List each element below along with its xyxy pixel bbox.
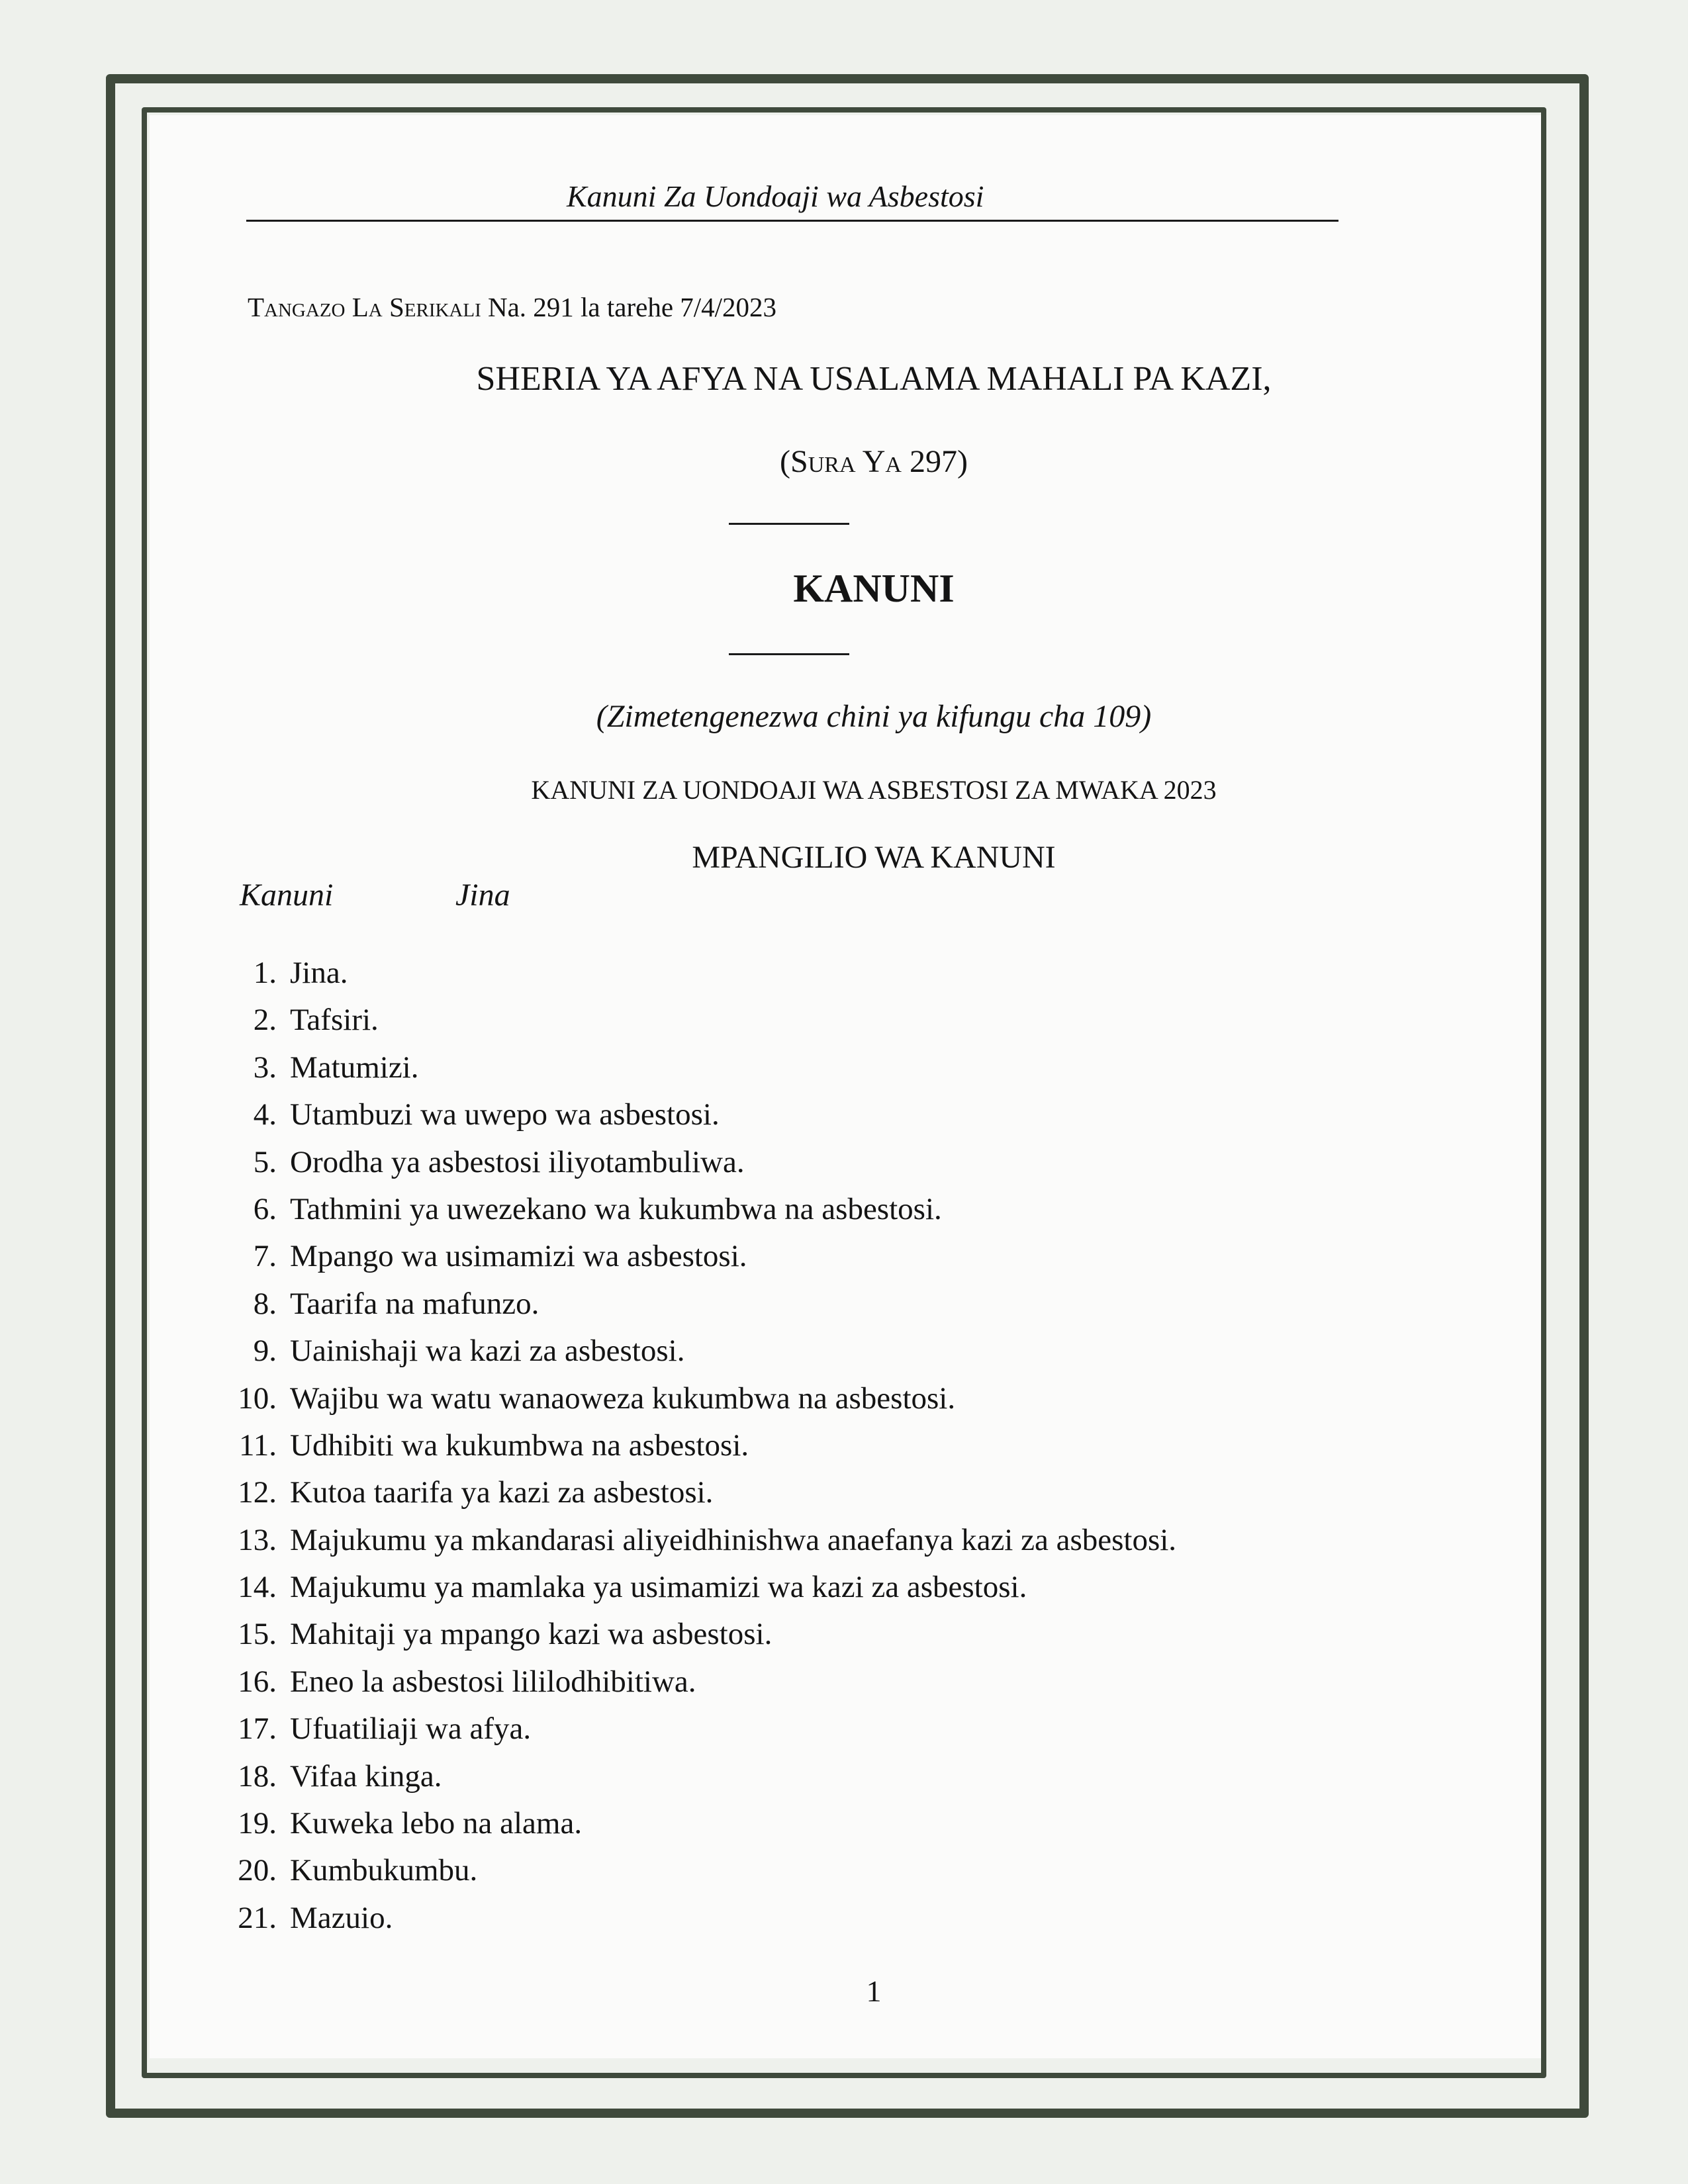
item-number: 21. [238, 1900, 277, 1935]
chapter-reference [0, 443, 1688, 480]
item-title: Tathmini ya uwezekano wa kukumbwa na asbestosi. [290, 1191, 942, 1226]
list-item [228, 1283, 1176, 1330]
item-number: 9. [253, 1334, 277, 1369]
item-number: 19. [238, 1806, 277, 1841]
item-number: 14. [238, 1570, 277, 1605]
item-title: Majukumu ya mamlaka ya usimamizi wa kazi za asbestosi. [290, 1570, 1027, 1605]
list-item [228, 1377, 1176, 1424]
list-item [228, 1424, 1176, 1471]
gazette-label: Tangazo La Serikali [248, 292, 481, 322]
list-item [228, 1093, 1176, 1140]
item-number: 16. [238, 1664, 277, 1699]
regulations-list [228, 952, 1176, 1944]
item-title: Orodha ya asbestosi iliyotambuliwa. [290, 1144, 745, 1179]
list-item [228, 1188, 1176, 1235]
item-title: Kuweka lebo na alama. [290, 1806, 583, 1841]
list-item [228, 1707, 1176, 1754]
regulations-title: KANUNI ZA UONDOAJI WA ASBESTOSI ZA MWAKA 2023 [531, 775, 1217, 805]
running-header: Kanuni Za Uondoaji wa Asbestosi [567, 179, 984, 213]
item-title: Taarifa na mafunzo. [290, 1286, 539, 1321]
item-number: 17. [238, 1711, 277, 1747]
list-item [228, 1661, 1176, 1707]
item-number: 2. [253, 1003, 277, 1038]
item-number: 12. [238, 1475, 277, 1510]
item-number: 3. [253, 1050, 277, 1085]
item-number: 20. [238, 1853, 277, 1888]
list-item [228, 1755, 1176, 1802]
arrangement-heading: MPANGILIO WA KANUNI [692, 840, 1056, 875]
column-header-title: Jina [455, 878, 510, 913]
item-number: 5. [253, 1144, 277, 1179]
enabling-provision: (Zimetengenezwa chini ya kifungu cha 109) [596, 699, 1152, 734]
list-item [228, 1235, 1176, 1282]
list-item [228, 1471, 1176, 1518]
item-title: Uainishaji wa kazi za asbestosi. [290, 1334, 685, 1369]
main-title: KANUNI [793, 567, 955, 610]
list-item [228, 1613, 1176, 1660]
item-title: Majukumu ya mkandarasi aliyeidhinishwa anaefanya kazi za asbestosi. [290, 1522, 1177, 1557]
item-title: Eneo la asbestosi lililodhibitiwa. [290, 1664, 696, 1699]
list-item [228, 1330, 1176, 1377]
list-item [228, 1897, 1176, 1944]
item-number: 1. [253, 956, 277, 990]
gazette-number: Na. 291 la tarehe 7/4/2023 [487, 292, 777, 322]
item-title: Matumizi. [290, 1050, 419, 1085]
item-number: 18. [238, 1758, 277, 1794]
item-title: Mazuio. [290, 1900, 393, 1935]
item-number: 4. [253, 1097, 277, 1132]
item-title: Udhibiti wa kukumbwa na asbestosi. [290, 1428, 749, 1463]
list-item [228, 999, 1176, 1046]
item-number: 15. [238, 1617, 277, 1652]
item-title: Kutoa taarifa ya kazi za asbestosi. [290, 1475, 714, 1510]
chapter-text: (Sura Ya 297) [780, 444, 968, 479]
header-rule [246, 220, 1338, 222]
item-number: 13. [238, 1522, 277, 1557]
item-title: Mahitaji ya mpango kazi wa asbestosi. [290, 1617, 773, 1652]
item-title: Mpango wa usimamizi wa asbestosi. [290, 1239, 747, 1274]
item-number: 7. [253, 1239, 277, 1274]
title-rule-top [729, 523, 849, 525]
list-item [228, 1566, 1176, 1613]
item-number: 11. [238, 1428, 277, 1463]
item-number: 8. [253, 1286, 277, 1321]
act-title: SHERIA YA AFYA NA USALAMA MAHALI PA KAZI, [476, 360, 1272, 398]
list-item [228, 1141, 1176, 1188]
item-title: Kumbukumbu. [290, 1853, 478, 1888]
list-item [228, 1849, 1176, 1896]
column-header-regulation: Kanuni [240, 878, 334, 913]
list-item [228, 1046, 1176, 1093]
item-number: 6. [253, 1191, 277, 1226]
list-item [228, 1519, 1176, 1566]
item-title: Jina. [290, 956, 348, 990]
title-rule-bottom [729, 653, 849, 655]
item-title: Tafsiri. [290, 1003, 379, 1038]
item-title: Ufuatiliaji wa afya. [290, 1711, 532, 1747]
item-number: 10. [238, 1381, 277, 1416]
list-item [228, 952, 1176, 999]
page-number: 1 [866, 1974, 882, 2008]
gazette-notice [248, 291, 776, 323]
item-title: Vifaa kinga. [290, 1758, 442, 1794]
item-title: Wajibu wa watu wanaoweza kukumbwa na asbestosi. [290, 1381, 956, 1416]
list-item [228, 1802, 1176, 1849]
item-title: Utambuzi wa uwepo wa asbestosi. [290, 1097, 720, 1132]
